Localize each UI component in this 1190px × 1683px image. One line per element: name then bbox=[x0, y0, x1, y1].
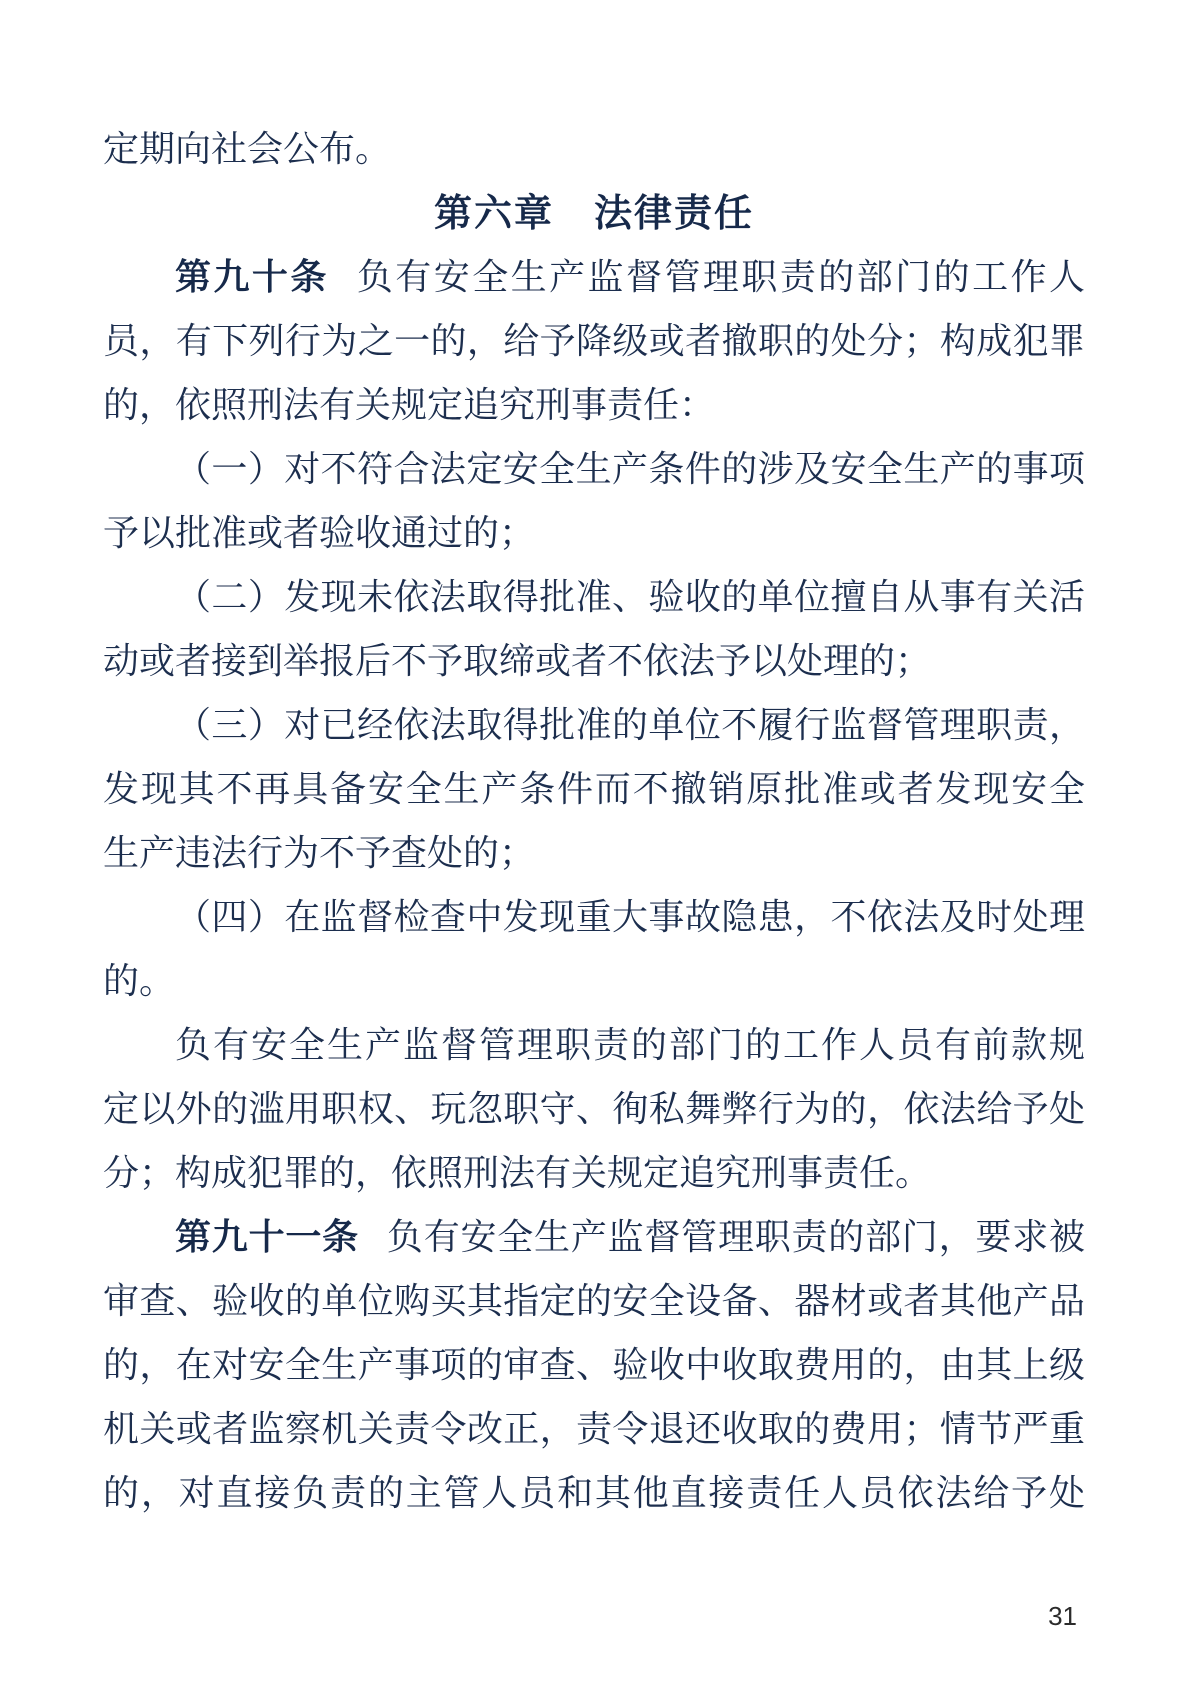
text-line: 第九十条 负有安全生产监督管理职责的部门的工作人 bbox=[175, 257, 1085, 298]
article-number: 第九十一条 bbox=[175, 1217, 359, 1258]
text-line: 动或者接到举报后不予取缔或者不依法予以处理的； bbox=[103, 641, 932, 681]
page-number: 31 bbox=[1048, 1601, 1077, 1631]
text-line: 的，对直接负责的主管人员和其他直接责任人员依法给予处 bbox=[103, 1473, 1085, 1513]
document-body bbox=[103, 117, 1085, 1525]
text-line: （四）在监督检查中发现重大事故隐患，不依法及时处理 bbox=[175, 897, 1085, 937]
text-line: 的，依照刑法有关规定追究刑事责任： bbox=[103, 385, 716, 425]
text-line: 审查、验收的单位购买其指定的安全设备、器材或者其他产品 bbox=[103, 1281, 1085, 1321]
chapter-heading: 第六章 法律责任 bbox=[433, 191, 754, 235]
text-line: 的。 bbox=[103, 961, 176, 1001]
text-line: 员，有下列行为之一的，给予降级或者撤职的处分；构成犯罪 bbox=[103, 321, 1085, 361]
text-line: （三）对已经依法取得批准的单位不履行监督管理职责， bbox=[175, 705, 1085, 745]
text-line: （一）对不符合法定安全生产条件的涉及安全生产的事项 bbox=[175, 449, 1085, 489]
text-line: 负有安全生产监督管理职责的部门的工作人员有前款规 bbox=[175, 1025, 1085, 1065]
text-line: 生产违法行为不予查处的； bbox=[103, 833, 536, 873]
text-line: 定以外的滥用职权、玩忽职守、徇私舞弊行为的，依法给予处 bbox=[103, 1089, 1085, 1129]
text-line: 定期向社会公布。 bbox=[103, 129, 392, 169]
text-line: （二）发现未依法取得批准、验收的单位擅自从事有关活 bbox=[175, 577, 1085, 617]
text-line: 机关或者监察机关责令改正，责令退还收取的费用；情节严重 bbox=[103, 1409, 1085, 1449]
text-line: 发现其不再具备安全生产条件而不撤销原批准或者发现安全 bbox=[103, 769, 1085, 809]
article-number: 第九十条 bbox=[175, 257, 329, 298]
text-line: 的，在对安全生产事项的审查、验收中收取费用的，由其上级 bbox=[103, 1345, 1085, 1385]
text-line: 予以批准或者验收通过的； bbox=[103, 513, 536, 553]
text-line: 第九十一条 负有安全生产监督管理职责的部门，要求被 bbox=[175, 1217, 1085, 1258]
text-line: 分；构成犯罪的，依照刑法有关规定追究刑事责任。 bbox=[103, 1153, 932, 1193]
